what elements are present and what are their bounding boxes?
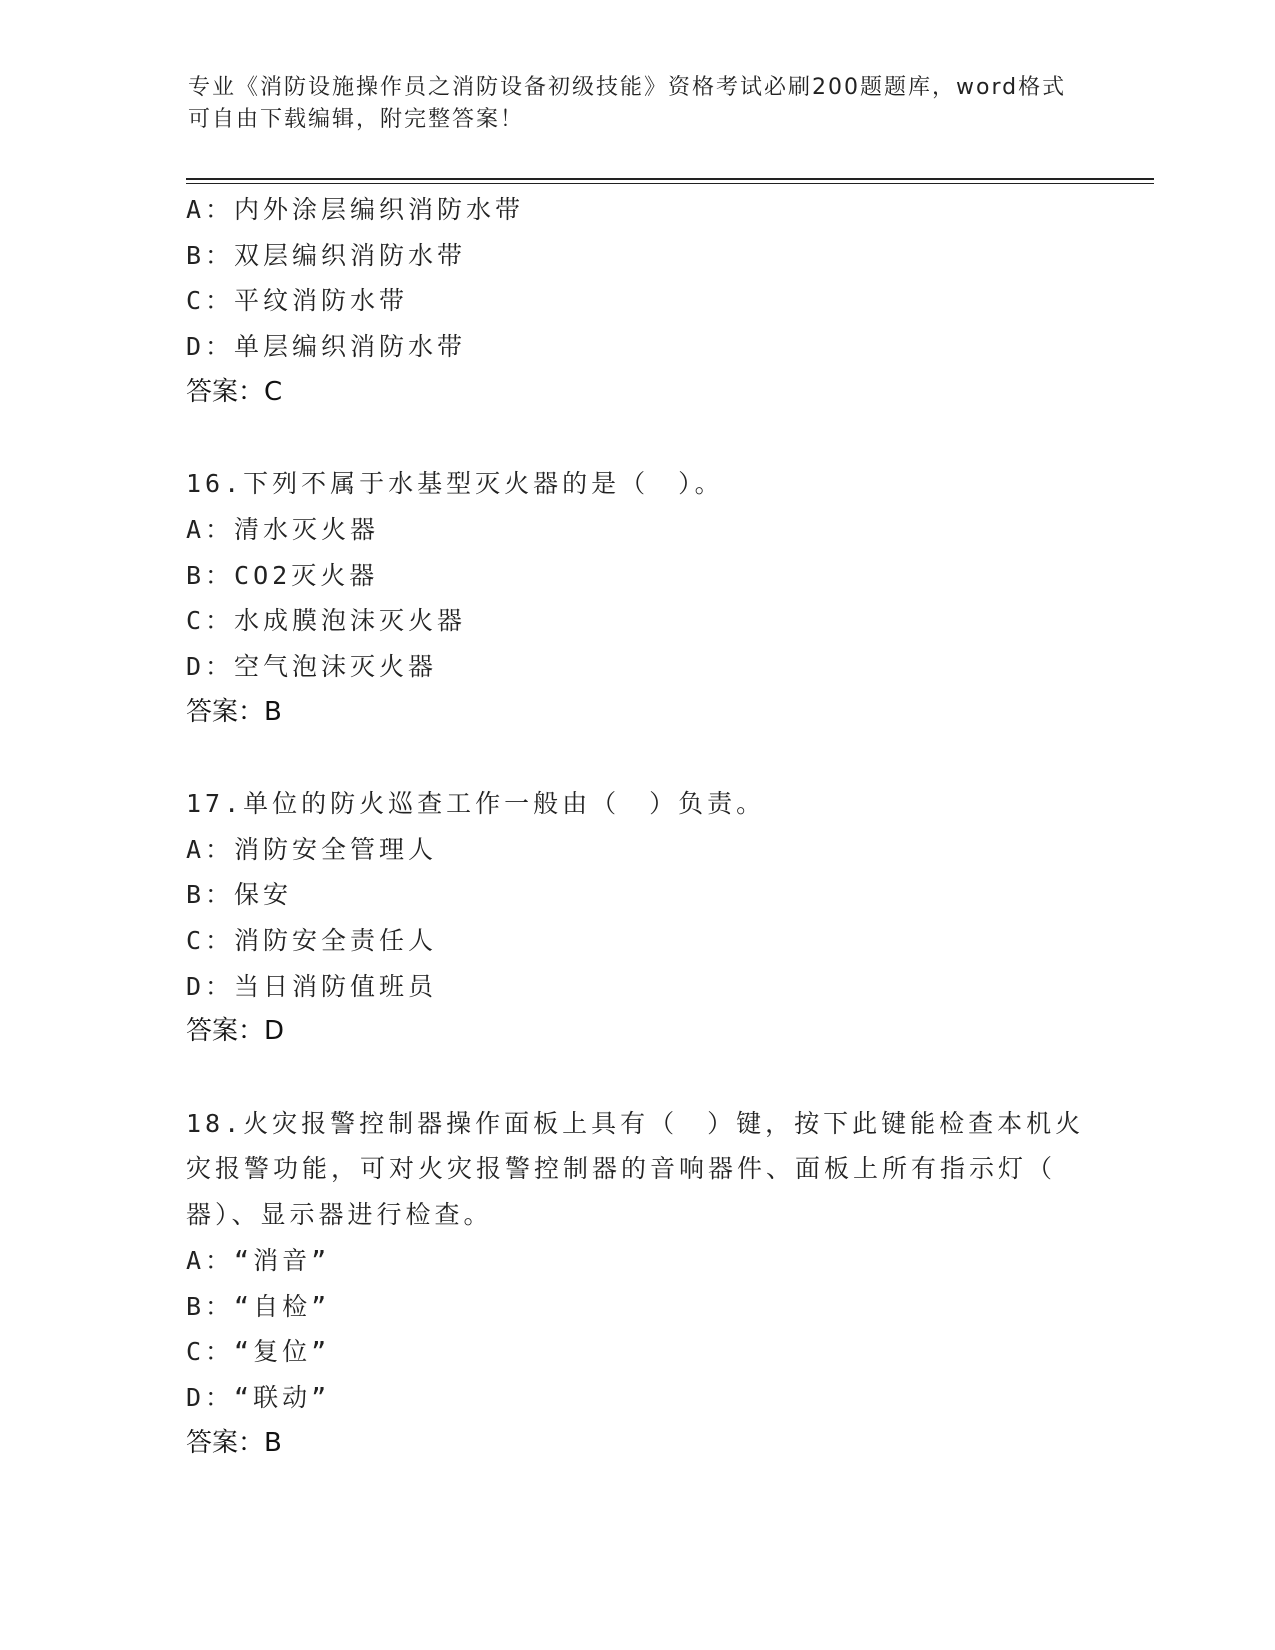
question-stem-line-1: 18.火灾报警控制器操作面板上具有（ ）键，按下此键能检查本机火 xyxy=(186,1108,1085,1138)
document-header: 专业《消防设施操作员之消防设备初级技能》资格考试必刷200题题库，word格式可自由下载编辑，附完整答案！ xyxy=(188,75,1067,132)
option-c: C：水成膜泡沫灭火器 xyxy=(186,606,467,636)
option-d: D：空气泡沫灭火器 xyxy=(186,651,438,681)
option-d: D：当日消防值班员 xyxy=(186,971,438,1001)
answer: 答案：D xyxy=(186,1016,285,1047)
option-a: A：“消音” xyxy=(186,1245,331,1275)
spacer xyxy=(186,735,1086,781)
option-c: C：消防安全责任人 xyxy=(186,926,438,955)
question-stem: 16.下列不属于水基型灭火器的是（ ）。 xyxy=(186,469,724,499)
question-15-block xyxy=(186,187,1086,415)
option-b: B：“自检” xyxy=(186,1291,331,1321)
option-b: B：双层编织消防水带 xyxy=(186,240,467,270)
option-b: B：CO2灭火器 xyxy=(186,560,379,590)
option-c: C：平纹消防水带 xyxy=(186,286,409,316)
option-a: A：内外涂层编织消防水带 xyxy=(186,195,525,224)
question-stem-line-2: 灾报警功能，可对火灾报警控制器的音响器件、面板上所有指示灯（ xyxy=(186,1154,1057,1184)
answer: 答案：B xyxy=(186,1427,282,1458)
spacer xyxy=(186,415,1086,461)
option-a: A：清水灭火器 xyxy=(186,514,380,544)
option-d: D：单层编织消防水带 xyxy=(186,332,467,362)
question-list xyxy=(186,187,1086,1466)
header-rule xyxy=(186,178,1154,180)
spacer xyxy=(186,1055,1086,1101)
header-rule-thin xyxy=(186,183,1154,184)
option-a: A：消防安全管理人 xyxy=(186,834,438,864)
answer: 答案：B xyxy=(186,696,282,727)
option-c: C：“复位” xyxy=(186,1337,331,1367)
option-d: D：“联动” xyxy=(186,1382,331,1412)
question-16-block xyxy=(186,461,1086,735)
question-stem-line-3: 器）、显示器进行检查。 xyxy=(186,1200,493,1230)
answer: 答案：C xyxy=(186,376,283,407)
question-18-block xyxy=(186,1101,1086,1467)
option-b: B：保安 xyxy=(186,880,293,910)
question-stem: 17.单位的防火巡查工作一般由（ ）负责。 xyxy=(186,788,766,818)
question-17-block xyxy=(186,781,1086,1055)
